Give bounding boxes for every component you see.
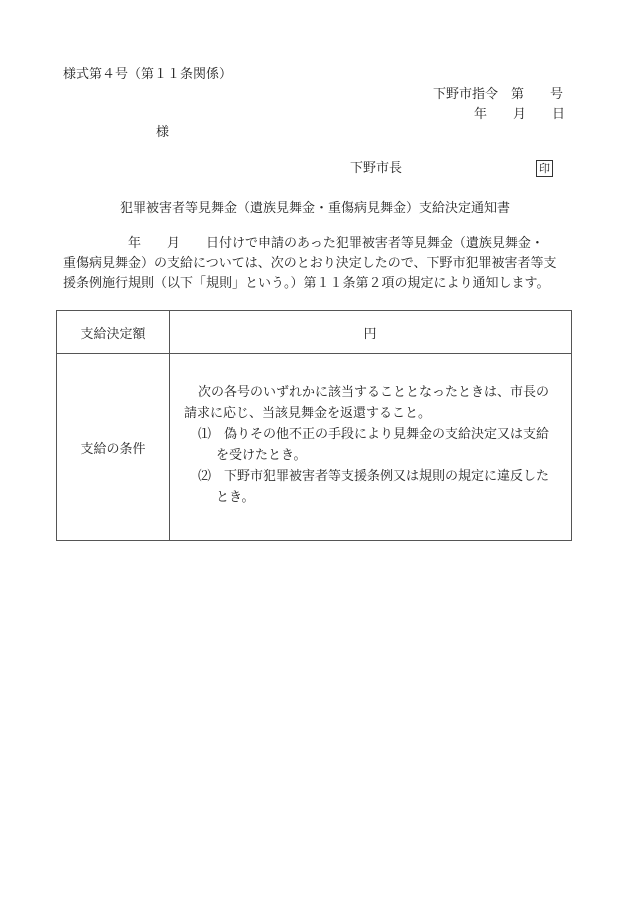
document-title: 犯罪被害者等見舞金（遺族見舞金・重傷病見舞金）支給決定通知書 (119, 201, 510, 216)
seal-mark: 印 (536, 160, 553, 177)
condition-item-1-cont: を受けたとき。 (216, 448, 307, 463)
decision-table (56, 310, 572, 541)
form-number: 様式第４号（第１１条関係） (63, 67, 233, 82)
sender-mayor: 下野市長 (350, 161, 403, 176)
body-line-3: 援条例施行規則（以下「規則」という。）第１１条第２項の規定により通知します。 (63, 276, 550, 291)
body-line-2: 重傷病見舞金）の支給については、次のとおり決定したので、下野市犯罪被害者等支 (63, 256, 557, 271)
amount-value: 円 (170, 311, 572, 354)
conditions-intro-2: 請求に応じ、当該見舞金を返還すること。 (184, 406, 432, 421)
conditions-label: 支給の条件 (57, 354, 170, 541)
conditions-intro-1: 次の各号のいずれかに該当することとなったときは、市長の (198, 385, 550, 400)
issue-date: 年 月 日 (474, 107, 566, 122)
recipient-honorific: 様 (156, 125, 170, 140)
order-number: 下野市指令 第 号 (433, 87, 564, 102)
notice-body (63, 234, 578, 294)
conditions-text (170, 354, 572, 541)
amount-label: 支給決定額 (57, 311, 170, 354)
condition-item-2: ⑵ 下野市犯罪被害者等支援条例又は規則の規定に違反した (198, 469, 550, 484)
amount-row (57, 311, 572, 354)
body-line-1: 年 月 日付けで申請のあった犯罪被害者等見舞金（遺族見舞金・ (63, 236, 544, 251)
conditions-row (57, 354, 572, 541)
condition-item-1: ⑴ 偽りその他不正の手段により見舞金の支給決定又は支給 (198, 427, 550, 442)
condition-item-2-cont: とき。 (216, 490, 255, 505)
